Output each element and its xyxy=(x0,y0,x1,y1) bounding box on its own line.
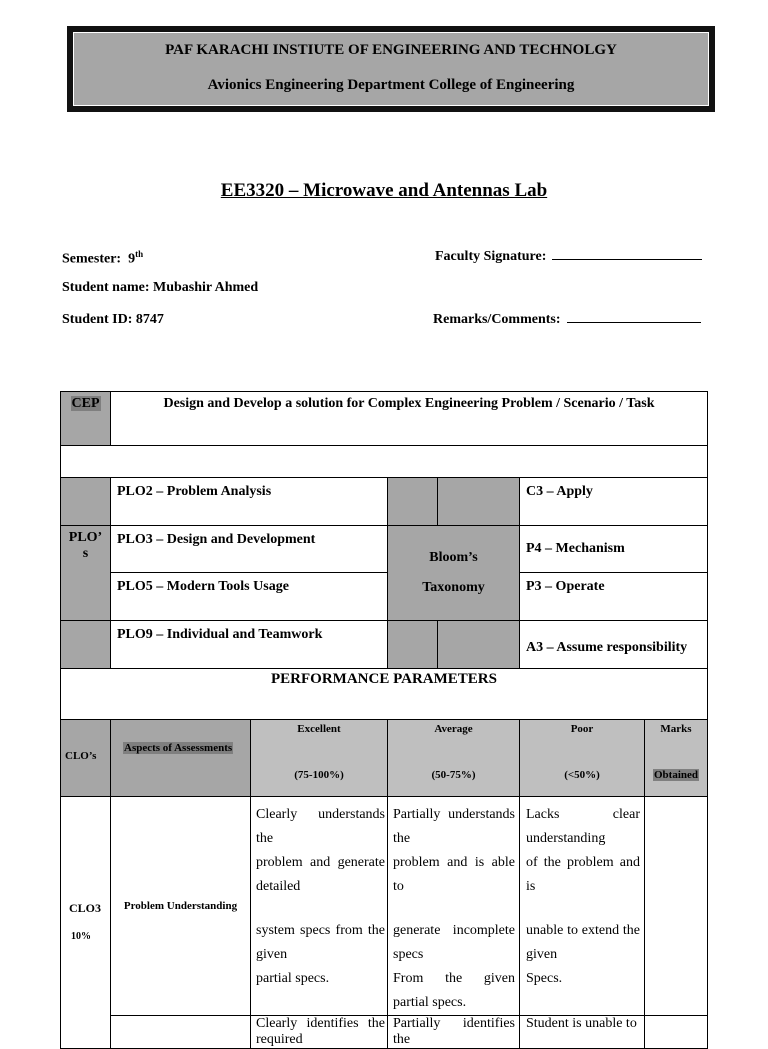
clo-cell xyxy=(61,797,111,1049)
institute-header-inner xyxy=(73,32,709,106)
columns-header-row xyxy=(61,720,708,797)
cep-text: Design and Develop a solution for Complex Engineering Problem / Scenario / Task xyxy=(111,392,708,446)
performance-row xyxy=(61,669,708,720)
blooms-label-1: Bloom’s xyxy=(429,550,478,565)
blooms-cell-top-left xyxy=(388,478,438,526)
poor-line: Specs. xyxy=(526,971,563,986)
clo-name: CLO3 xyxy=(69,901,102,915)
course-title: EE3320 – Microwave and Antennas Lab xyxy=(220,180,548,201)
blooms-label-cell xyxy=(388,526,520,621)
faculty-signature-label: Faculty Signature: xyxy=(435,249,547,264)
plo-item: PLO3 – Design and Development xyxy=(111,526,388,573)
plo-label-2: s xyxy=(82,546,89,561)
spacer-row xyxy=(61,446,708,478)
student-name: Student name: Mubashir Ahmed xyxy=(62,280,259,295)
col-poor: Poor xyxy=(570,723,594,735)
blooms-cell-bottom-right xyxy=(438,621,520,669)
semester-suffix: th xyxy=(135,249,144,259)
plo-label-cell-top xyxy=(61,478,111,526)
plo-row-1 xyxy=(61,478,708,526)
clo-weight: 10% xyxy=(71,931,91,942)
excellent-cell xyxy=(251,797,388,1016)
poor-line: Lacks clear understanding xyxy=(526,807,640,846)
col-average: Average xyxy=(434,723,473,735)
poor-cell xyxy=(520,797,645,1016)
col-clo: CLO’s xyxy=(61,720,111,797)
spacer-cell xyxy=(61,446,708,478)
plo-label-cell-bottom xyxy=(61,621,111,669)
remarks-line xyxy=(433,312,701,328)
next-aspect-cell xyxy=(111,1016,251,1049)
blooms-item: P4 – Mechanism xyxy=(520,526,708,573)
clo-row xyxy=(61,797,708,1016)
blooms-cell-top-right xyxy=(438,478,520,526)
col-aspects-cell xyxy=(111,720,251,797)
average-line: Partially understands the xyxy=(393,807,515,846)
performance-title: PERFORMANCE PARAMETERS xyxy=(61,669,708,720)
average-line: From the given partial specs. xyxy=(393,971,515,1010)
col-poor-cell xyxy=(520,720,645,797)
col-average-cell xyxy=(388,720,520,797)
poor-line: unable to extend the given xyxy=(526,923,640,962)
cep-label: CEP xyxy=(71,396,100,411)
plo-label-cell xyxy=(61,526,111,621)
aspect-cell: Problem Understanding xyxy=(111,797,251,1016)
next-row xyxy=(61,1016,708,1049)
blooms-item: P3 – Operate xyxy=(520,573,708,621)
col-poor-range: (<50%) xyxy=(564,769,600,781)
average-line: problem and is able to xyxy=(393,855,515,894)
excellent-line: system specs from the given xyxy=(256,923,385,962)
col-aspects: Aspects of Assessments xyxy=(124,742,233,754)
institute-name: PAF KARACHI INSTIUTE OF ENGINEERING AND TECHNOLGY xyxy=(165,42,617,58)
col-marks-cell xyxy=(645,720,708,797)
excellent-line: Clearly understands the xyxy=(256,807,385,846)
blooms-cell-bottom-left xyxy=(388,621,438,669)
faculty-signature-line xyxy=(435,249,702,265)
cep-row xyxy=(61,392,708,446)
blooms-item: C3 – Apply xyxy=(520,478,708,526)
blooms-label-2: Taxonomy xyxy=(422,580,485,595)
average-line: generate incomplete specs xyxy=(393,923,515,962)
next-marks-cell[interactable] xyxy=(645,1016,708,1049)
plo-item: PLO2 – Problem Analysis xyxy=(111,478,388,526)
semester-line xyxy=(62,249,143,268)
col-marks-2-wrap xyxy=(645,768,707,782)
cep-label-cell xyxy=(61,392,111,446)
col-marks-2: Obtained xyxy=(653,769,698,781)
semester-label: Semester: xyxy=(62,251,122,267)
excellent-line: partial specs. xyxy=(256,971,330,986)
plo-item: PLO9 – Individual and Teamwork xyxy=(111,621,388,669)
plo-row-4 xyxy=(61,621,708,669)
col-excellent: Excellent xyxy=(297,723,341,735)
blooms-item: A3 – Assume responsibility xyxy=(520,621,708,669)
next-average: Partially identifies the xyxy=(388,1016,520,1049)
col-excellent-range: (75-100%) xyxy=(294,769,344,781)
rubric-table xyxy=(60,391,708,1049)
plo-label-1: PLO’ xyxy=(68,530,103,545)
next-poor: Student is unable to xyxy=(520,1016,645,1049)
department-name: Avionics Engineering Department College of Engineering xyxy=(207,77,575,93)
marks-cell[interactable] xyxy=(645,797,708,1016)
col-average-range: (50-75%) xyxy=(431,769,476,781)
col-marks-1: Marks xyxy=(660,723,692,735)
remarks-field[interactable] xyxy=(567,321,701,323)
semester-value: 9 xyxy=(128,251,136,267)
excellent-line: problem and generate detailed xyxy=(256,855,385,894)
poor-line: of the problem and is xyxy=(526,855,640,894)
student-id: Student ID: 8747 xyxy=(62,312,164,327)
plo-row-3 xyxy=(61,573,708,621)
average-cell xyxy=(388,797,520,1016)
plo-row-2 xyxy=(61,526,708,573)
next-excellent: Clearly identifies the required xyxy=(251,1016,388,1049)
remarks-label: Remarks/Comments: xyxy=(433,312,561,327)
col-excellent-cell xyxy=(251,720,388,797)
institute-header xyxy=(67,26,715,112)
plo-item: PLO5 – Modern Tools Usage xyxy=(111,573,388,621)
faculty-signature-field[interactable] xyxy=(552,258,702,260)
